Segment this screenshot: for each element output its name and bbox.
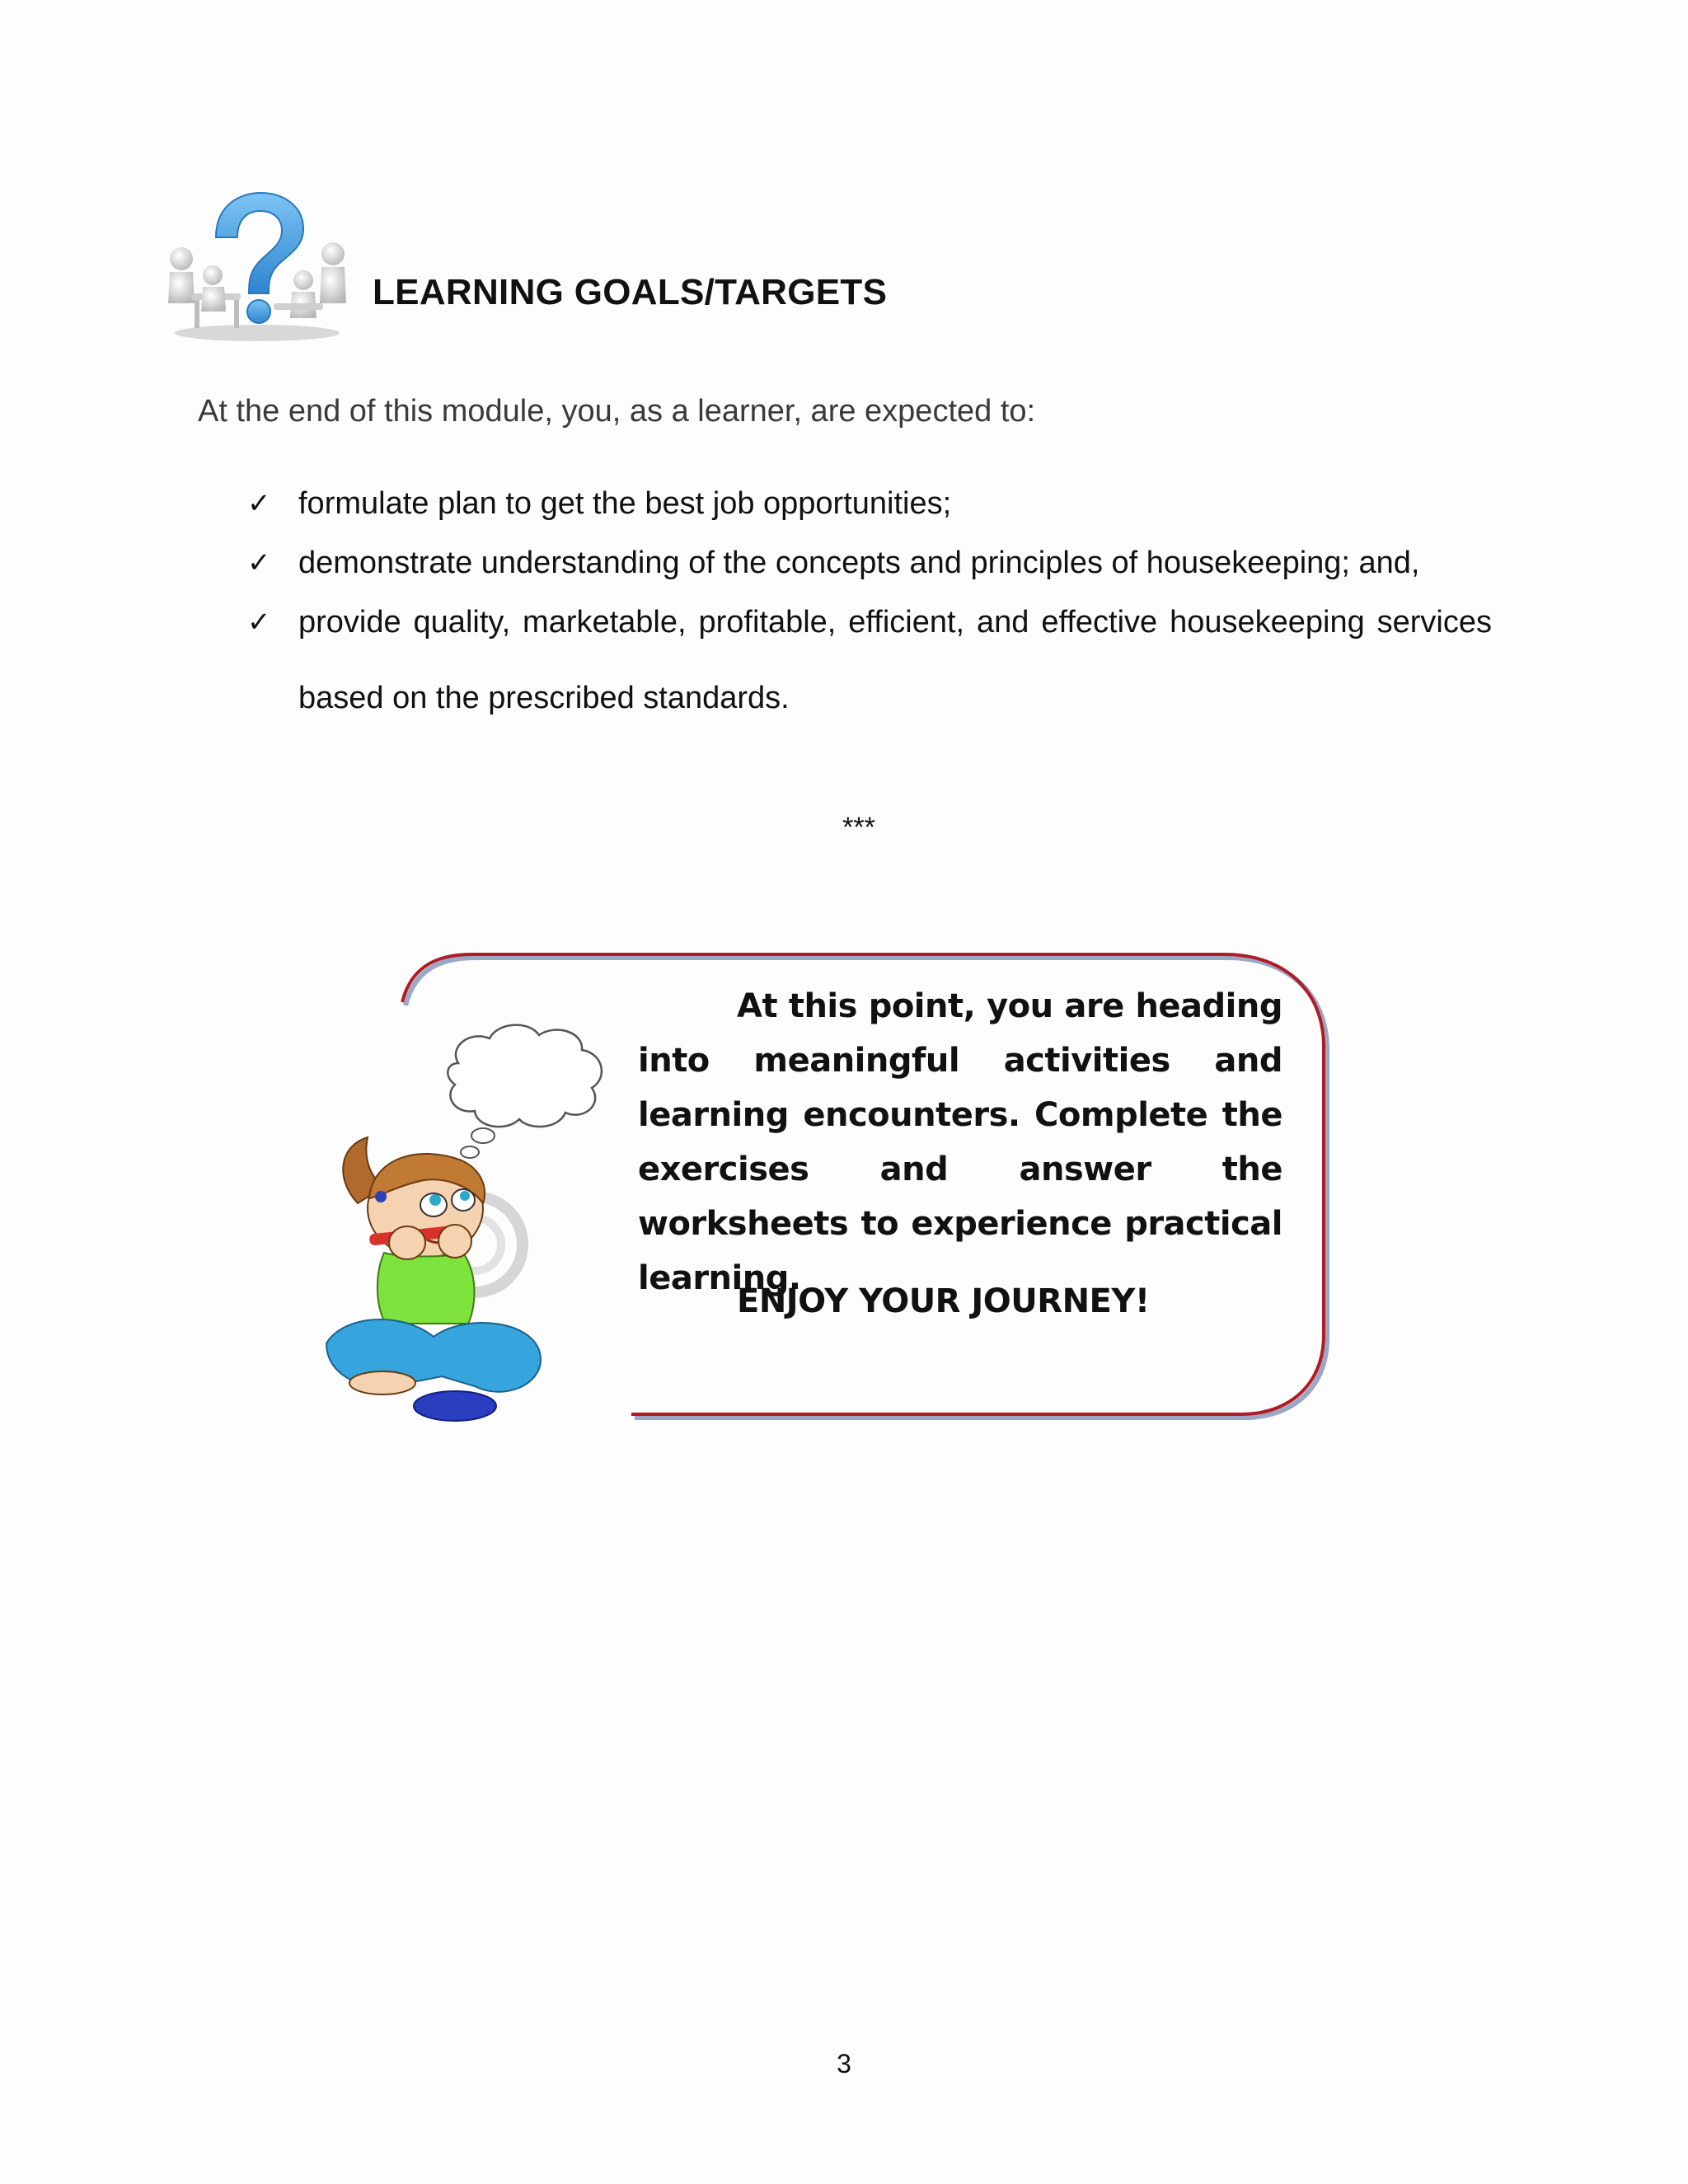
checkmark-icon: ✓ xyxy=(247,547,271,579)
callout-paragraph: At this point, you are heading into meaningful activities and learning encounters. Complete the exercises and answer the worksheets to experience practical learning. xyxy=(638,987,1282,1297)
callout-closing: ENJOY YOUR JOURNEY! xyxy=(737,1282,1150,1320)
page-number: 3 xyxy=(837,2049,851,2079)
checkmark-icon: ✓ xyxy=(247,607,271,638)
intro-text: At the end of this module, you, as a learner, are expected to: xyxy=(198,394,1036,429)
list-item xyxy=(247,584,1492,736)
section-separator: *** xyxy=(842,812,875,843)
checkmark-icon: ✓ xyxy=(247,488,271,519)
thinking-girl-illustration xyxy=(293,1014,623,1459)
question-mark-people-icon xyxy=(158,188,349,343)
goal-text: formulate plan to get the best job opportunities; xyxy=(298,486,952,521)
goal-text: demonstrate understanding of the concepts and principles of housekeeping; and, xyxy=(298,546,1420,580)
callout-message xyxy=(638,979,1282,1305)
goals-list xyxy=(247,466,1492,736)
page-title: LEARNING GOALS/TARGETS xyxy=(373,272,888,312)
goal-text: provide quality, marketable, profitable, efficient, and effective housekeeping services based on the prescribed standards. xyxy=(298,605,1492,715)
